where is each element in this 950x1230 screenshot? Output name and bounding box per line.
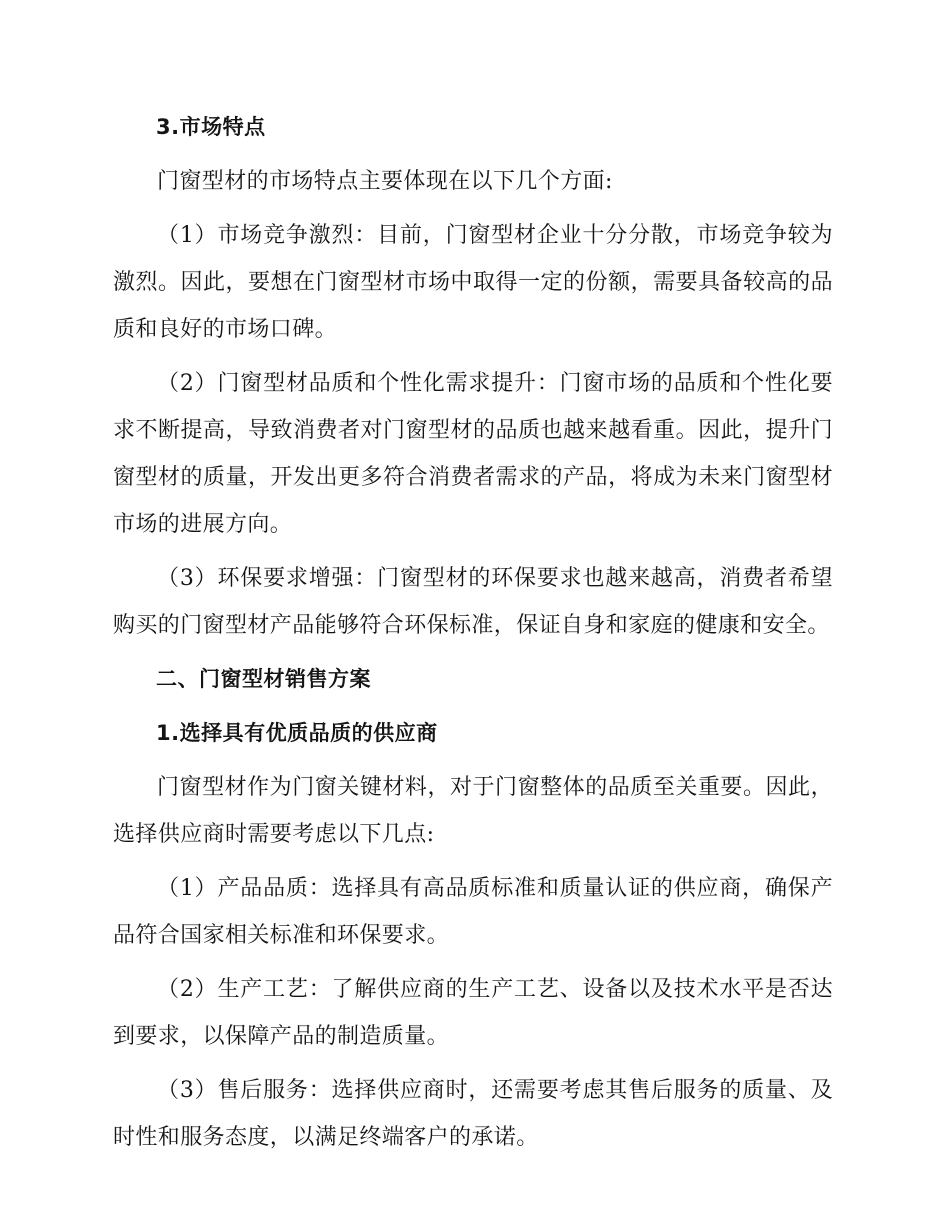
supplier-point-3: （3）售后服务：选择供应商时，还需要考虑其售后服务的质量、及时性和服务态度，以满足终端客户的承诺。 bbox=[113, 1078, 833, 1150]
section-heading-sales-plan: 二、门窗型材销售方案 bbox=[156, 667, 371, 691]
supplier-point-2: （2）生产工艺：了解供应商的生产工艺、设备以及技术水平是否达到要求，以保障产品的制造质量。 bbox=[113, 977, 833, 1049]
intro-market-features: 门窗型材的市场特点主要体现在以下几个方面: bbox=[157, 169, 613, 194]
market-point-2: （2）门窗型材品质和个性化需求提升：门窗市场的品质和个性化要求不断提高，导致消费者对门窗型材的品质也越来越看重。因此，提升门窗型材的质量，开发出更多符合消费者需求的产品，将成为未来门窗型材市场的进展方向。 bbox=[113, 371, 833, 537]
subsection-heading-supplier: 1.选择具有优质品质的供应商 bbox=[156, 721, 438, 745]
market-point-1: （1）市场竞争激烈：目前，门窗型材企业十分分散，市场竞争较为激烈。因此，要想在门窗型材市场中取得一定的份额，需要具备较高的品质和良好的市场口碑。 bbox=[113, 223, 833, 342]
market-point-3: （3）环保要求增强：门窗型材的环保要求也越来越高，消费者希望购买的门窗型材产品能够符合环保标准，保证自身和家庭的健康和安全。 bbox=[113, 566, 833, 638]
section-heading-market-features: 3.市场特点 bbox=[156, 115, 266, 139]
intro-supplier: 门窗型材作为门窗关键材料，对于门窗整体的品质至关重要。因此，选择供应商时需要考虑以下几点: bbox=[113, 775, 833, 847]
supplier-point-1: （1）产品品质：选择具有高品质标准和质量认证的供应商，确保产品符合国家相关标准和环保要求。 bbox=[113, 876, 833, 948]
document-body bbox=[113, 104, 833, 1168]
